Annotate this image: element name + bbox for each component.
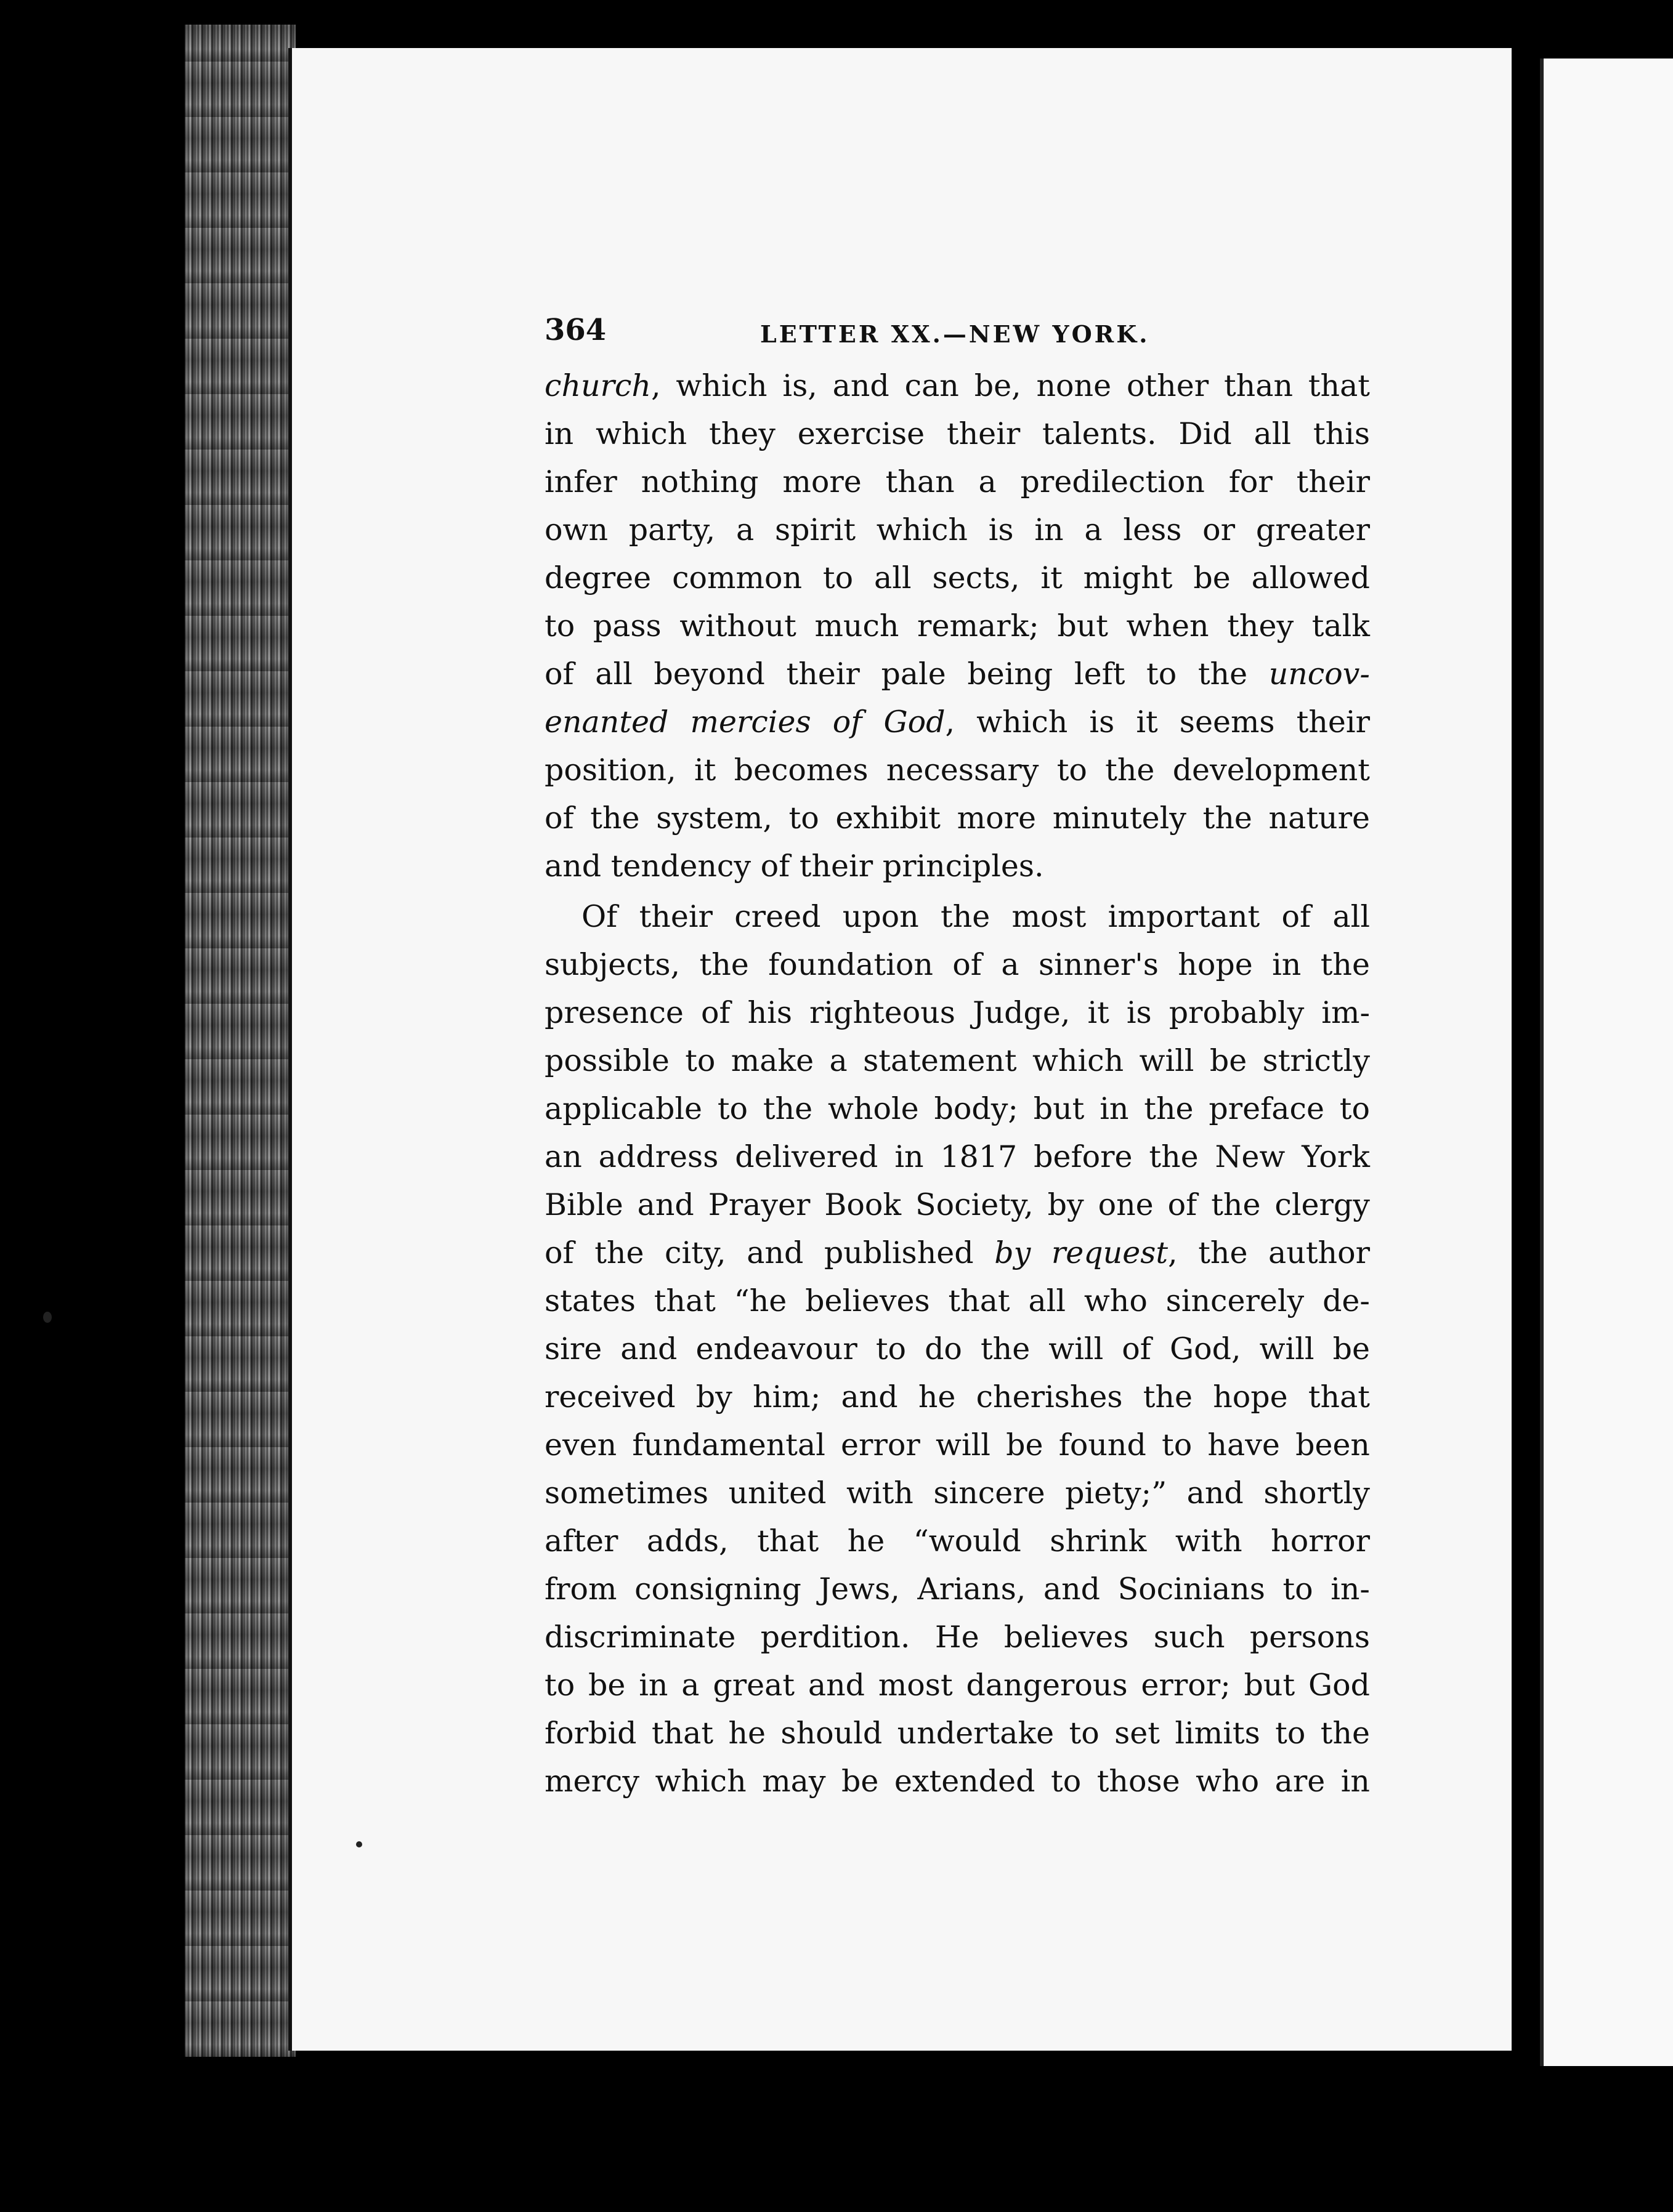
text-line: church, which is, and can be, none other than that xyxy=(545,368,1370,403)
text-line: from consigning Jews, Arians, and Socinians to in- xyxy=(545,1572,1370,1607)
facing-page-edge xyxy=(1540,59,1673,2066)
text-line: received by him; and he cherishes the hope that xyxy=(545,1379,1370,1415)
text-line: of all beyond their pale being left to the uncov- xyxy=(545,656,1370,692)
text-line: Bible and Prayer Book Society, by one of the clergy xyxy=(545,1187,1370,1222)
running-title: LETTER XX.—NEW YORK. xyxy=(760,320,1150,348)
page-number: 364 xyxy=(545,313,607,347)
paragraph-1 xyxy=(545,362,1370,890)
text-line: even fundamental error will be found to have been xyxy=(545,1427,1370,1463)
dust-speck xyxy=(43,1312,52,1323)
text-line: own party, a spirit which is in a less or greater xyxy=(545,512,1370,547)
text-line: in which they exercise their talents. Did all this xyxy=(545,416,1370,451)
text-line: to be in a great and most dangerous error; but God xyxy=(545,1668,1370,1703)
text-line: of the city, and published by request, the author xyxy=(545,1235,1370,1270)
text-line: sometimes united with sincere piety;” and shortly xyxy=(545,1475,1370,1511)
text-line: sire and endeavour to do the will of God, will be xyxy=(545,1331,1370,1366)
text-line: enanted mercies of God, which is it seems their xyxy=(545,704,1371,740)
text-line: possible to make a statement which will be strictly xyxy=(545,1043,1370,1078)
text-line: degree common to all sects, it might be allowed xyxy=(545,560,1370,595)
book-page xyxy=(288,48,1512,2051)
text-line: an address delivered in 1817 before the New York xyxy=(545,1139,1370,1174)
text-line: subjects, the foundation of a sinner's hope in the xyxy=(545,947,1370,982)
text-line: states that “he believes that all who sincerely de- xyxy=(545,1283,1370,1318)
text-line: infer nothing more than a predilection for their xyxy=(545,464,1370,499)
text-line: applicable to the whole body; but in the preface to xyxy=(545,1091,1370,1126)
running-head xyxy=(545,307,1370,356)
page-text xyxy=(545,307,1370,1806)
text-line: after adds, that he “would shrink with horror xyxy=(545,1524,1370,1559)
text-line: presence of his righteous Judge, it is probably im- xyxy=(545,995,1370,1030)
text-line: and tendency of their principles. xyxy=(545,849,1044,884)
text-line: of the system, to exhibit more minutely the nature xyxy=(545,801,1370,836)
text-line: mercy which may be extended to those who are in xyxy=(545,1764,1370,1799)
text-line: to pass without much remark; but when they talk xyxy=(545,608,1370,644)
dust-speck xyxy=(356,1841,362,1847)
paragraph-2 xyxy=(545,893,1370,1806)
book-fore-edge xyxy=(185,25,296,2057)
text-line: position, it becomes necessary to the development xyxy=(545,753,1370,788)
text-line: forbid that he should undertake to set limits to the xyxy=(545,1716,1370,1751)
text-line: discriminate perdition. He believes such persons xyxy=(545,1620,1370,1655)
text-line: Of their creed upon the most important of all xyxy=(581,899,1370,934)
